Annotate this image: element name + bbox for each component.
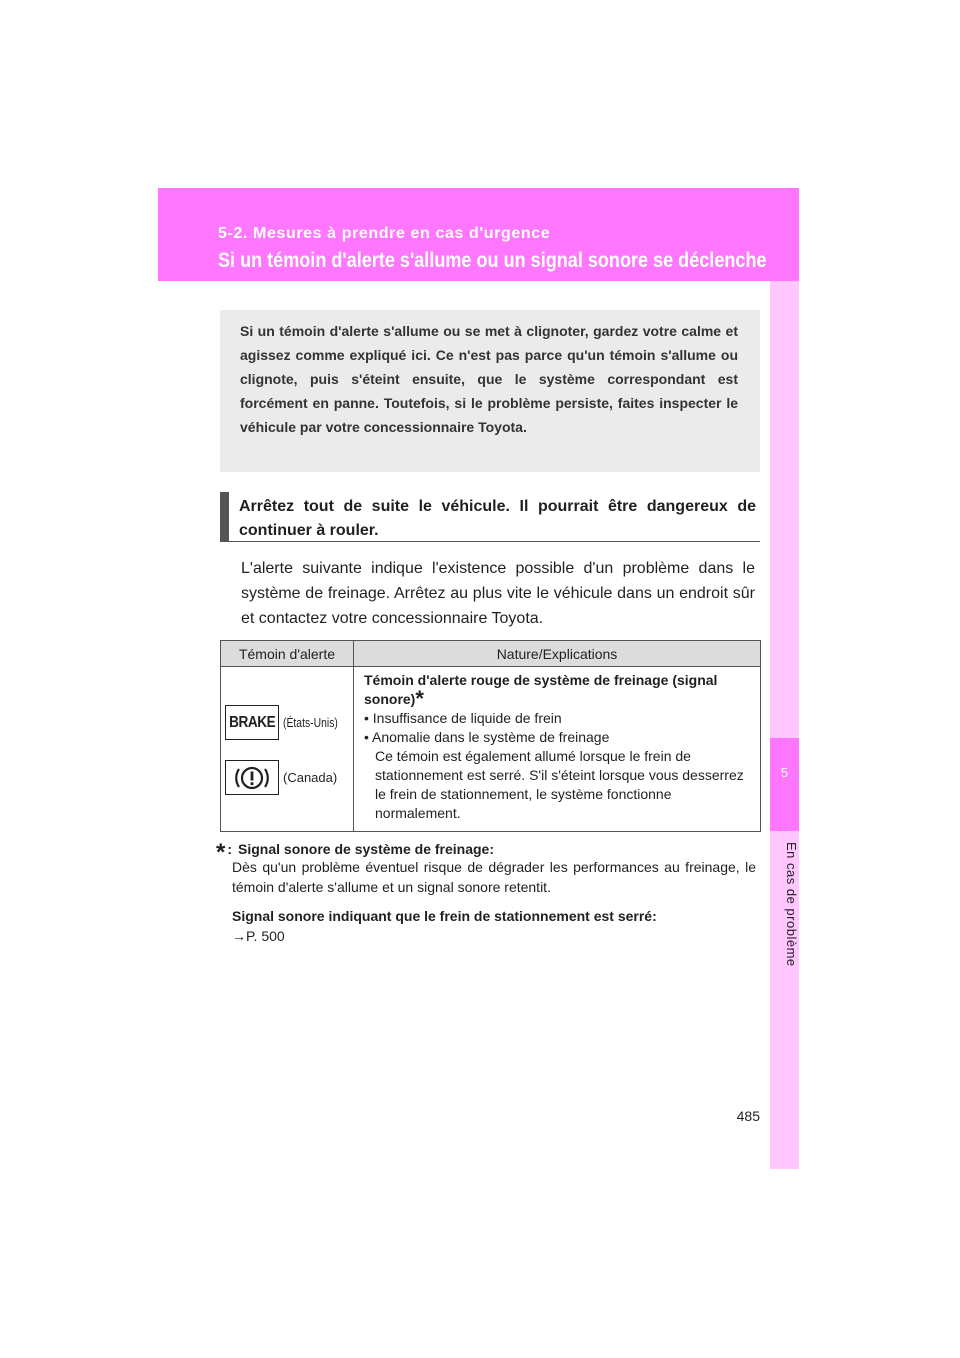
lamp-canada [225, 760, 337, 795]
table-header-explanation: Nature/Explications [354, 641, 761, 667]
lamp-usa [225, 705, 352, 740]
table-row [221, 667, 761, 832]
intro-text: Si un témoin d'alerte s'allume ou se met à clignoter, gardez votre calme et agissez comme expliqué ici. Ce n'est pas parce qu'un témoin s'allume ou clignote, puis s'éteint ensuite, que le système correspondant est forcément en panne. Toutefois, si le problème persiste, faites inspecter le véhicule par votre concessionnaire Toyota. [240, 323, 738, 435]
exclamation-circle-icon [225, 760, 279, 795]
section-label: 5-2. Mesures à prendre en cas d'urgence [218, 225, 551, 242]
explanation-item: • Anomalie dans le système de freinage [364, 729, 610, 745]
page-reference-link[interactable]: →P. 500 [232, 928, 285, 944]
footnote-marker: * [415, 686, 424, 711]
region-canada-label: (Canada) [283, 770, 338, 785]
warning-paragraph: L'alerte suivante indique l'existence possible d'un problème dans le système de freinage. Arrêtez au plus vite le véhicule dans un endroit sûr et contactez votre concessionnaire Toyota. [241, 560, 755, 627]
warning-heading: Arrêtez tout de suite le véhicule. Il pourrait être dangereux de continuer à rouler. [220, 492, 760, 542]
intro-box [220, 310, 760, 472]
footnote-body [222, 857, 756, 946]
lamp-cell [221, 667, 354, 832]
explanation-title [364, 672, 718, 711]
page-number: 485 [736, 1108, 760, 1124]
table-header-row [221, 641, 761, 667]
footnote [216, 840, 756, 946]
chapter-label: En cas de problème [784, 842, 799, 967]
footnote-sub-title: Signal sonore indiquant que le frein de stationnement est serré: [232, 908, 657, 924]
chapter-number-block [770, 738, 799, 831]
region-usa-label: (États-Unis) [283, 715, 338, 730]
warning-lamp-table [220, 640, 761, 832]
footnote-text: Dès qu'un problème éventuel risque de dégrader les performances au freinage, le témoin d'alerte s'allume et un signal sonore retentit. [232, 859, 756, 895]
footnote-title: Signal sonore de système de freinage: [238, 841, 494, 857]
footnote-colon: : [227, 841, 233, 857]
explanation-cell [354, 667, 761, 832]
explanation-title-text: Témoin d'alerte rouge de système de freinage (signal sonore) [364, 672, 718, 707]
chapter-number: 5 [780, 765, 789, 780]
page-title: Si un témoin d'alerte s'allume ou un signal sonore se déclenche [218, 249, 767, 272]
footnote-star: * [216, 839, 226, 866]
explanation-item: • Insuffisance de liquide de frein [364, 710, 562, 726]
explanation-note: Ce témoin est également allumé lorsque le frein de stationnement est serré. S'il s'éteint lorsque vous desserrez le frein de stationnement, le système fonctionne normalement. [375, 748, 744, 821]
brake-text-icon [225, 705, 279, 740]
chapter-side-tab [770, 281, 799, 1169]
table-header-lamp: Témoin d'alerte [221, 641, 354, 667]
brake-icon-text: BRAKE [228, 713, 276, 731]
footnote-head [216, 839, 756, 866]
